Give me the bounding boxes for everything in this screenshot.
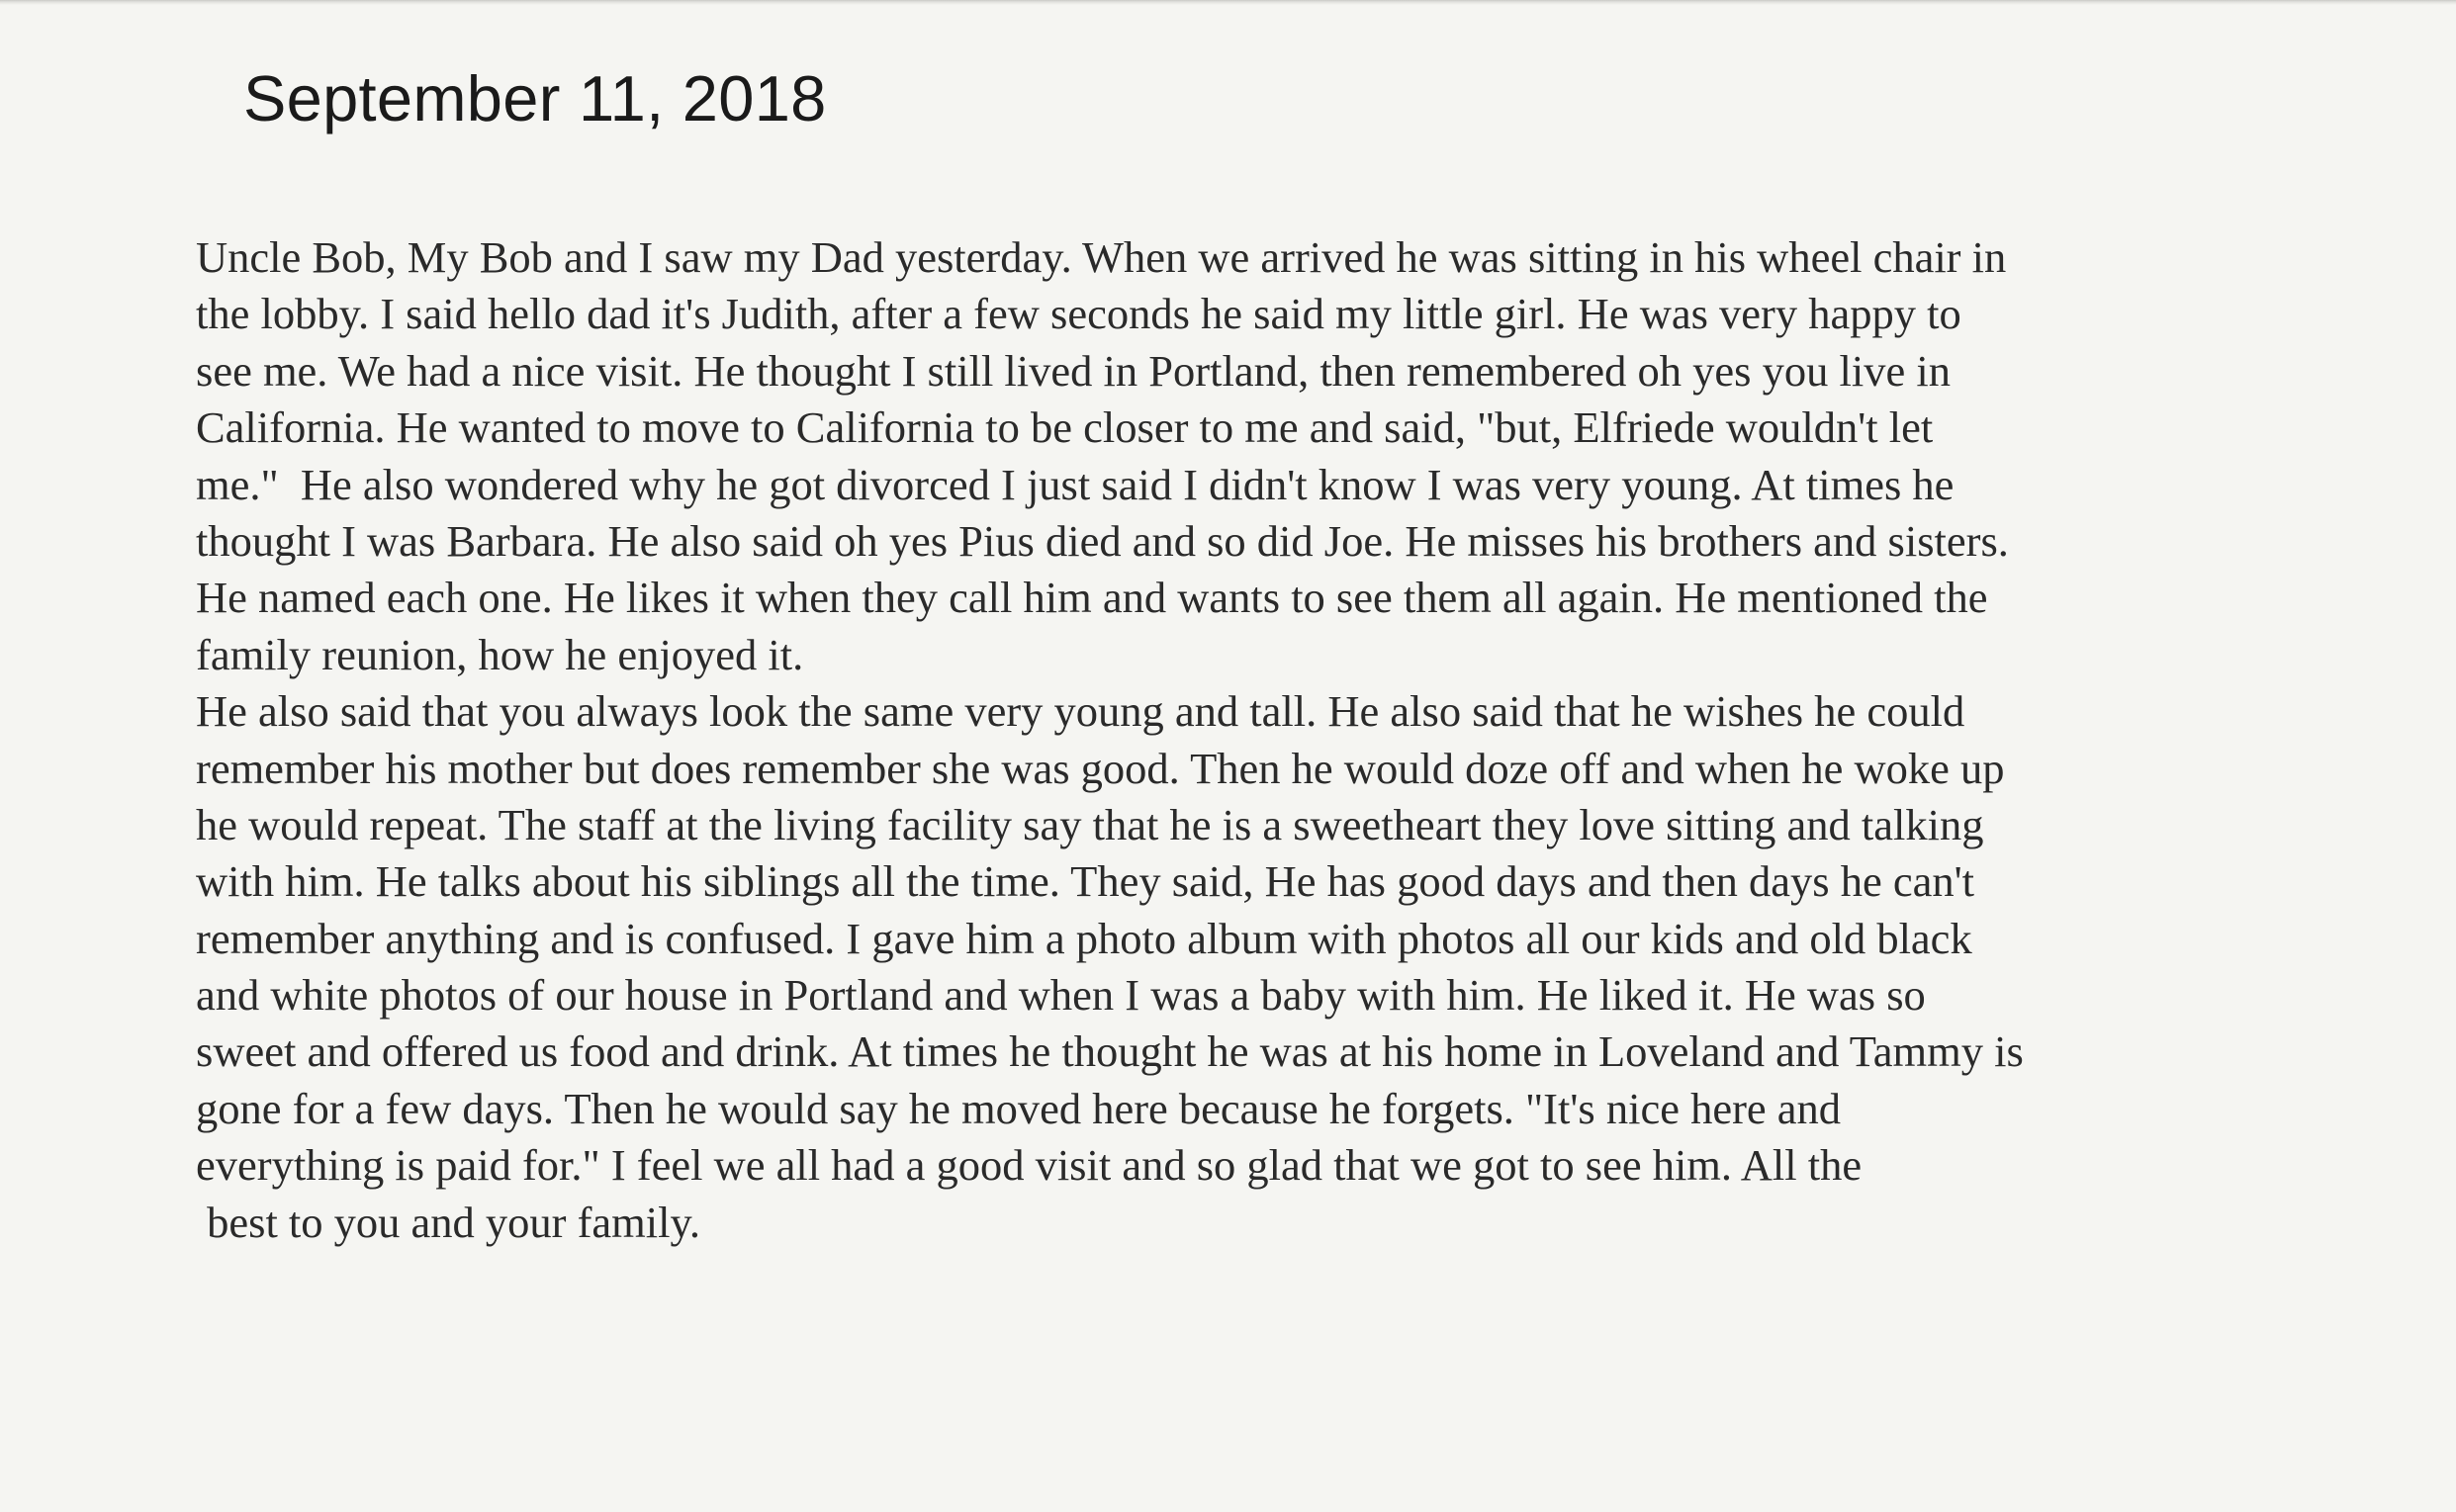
letter-line: sweet and offered us food and drink. At times he thought he was at his home in Loveland and Tammy is [196,1026,2024,1077]
letter-line: remember his mother but does remember she was good. Then he would doze off and when he woke up [196,743,2005,793]
letter-line: he would repeat. The staff at the living facility say that he is a sweetheart they love sitting and talking [196,799,1984,849]
letter-line: He also said that you always look the same very young and tall. He also said that he wishes he could [196,686,1965,737]
letter-line: thought I was Barbara. He also said oh yes Pius died and so did Joe. He misses his brothers and sisters. [196,515,2009,566]
letter-line: me." He also wondered why he got divorced I just said I didn't know I was very young. At times he [196,459,1955,509]
letter-line: Uncle Bob, My Bob and I saw my Dad yesterday. When we arrived he was sitting in his wheel chair in [196,232,2007,282]
letter-line: He named each one. He likes it when they call him and wants to see them all again. He mentioned the [196,573,1988,623]
letter-date: September 11, 2018 [243,62,827,134]
letter-line: best to you and your family. [196,1197,701,1247]
letter-line: the lobby. I said hello dad it's Judith, after a few seconds he said my little girl. He was very happy to [196,289,1961,339]
letter-line: and white photos of our house in Portland and when I was a baby with him. He liked it. He was so [196,970,1926,1021]
letter-line: gone for a few days. Then he would say he moved here because he forgets. "It's nice here and [196,1083,1842,1133]
letter-line: everything is paid for." I feel we all had a good visit and so glad that we got to see him. All the [196,1140,1863,1191]
letter-line: remember anything and is confused. I gave him a photo album with photos all our kids and old black [196,913,1972,963]
letter-line: see me. We had a nice visit. He thought I still lived in Portland, then remembered oh yes you live in [196,345,1951,396]
letter-line: California. He wanted to move to California to be closer to me and said, "but, Elfriede wouldn't let [196,402,1934,453]
letter-body [196,229,2332,1251]
paper-top-edge [0,0,2456,5]
letter-line: family reunion, how he enjoyed it. [196,629,804,679]
letter-line: with him. He talks about his siblings all the time. They said, He has good days and then days he can't [196,856,1975,907]
